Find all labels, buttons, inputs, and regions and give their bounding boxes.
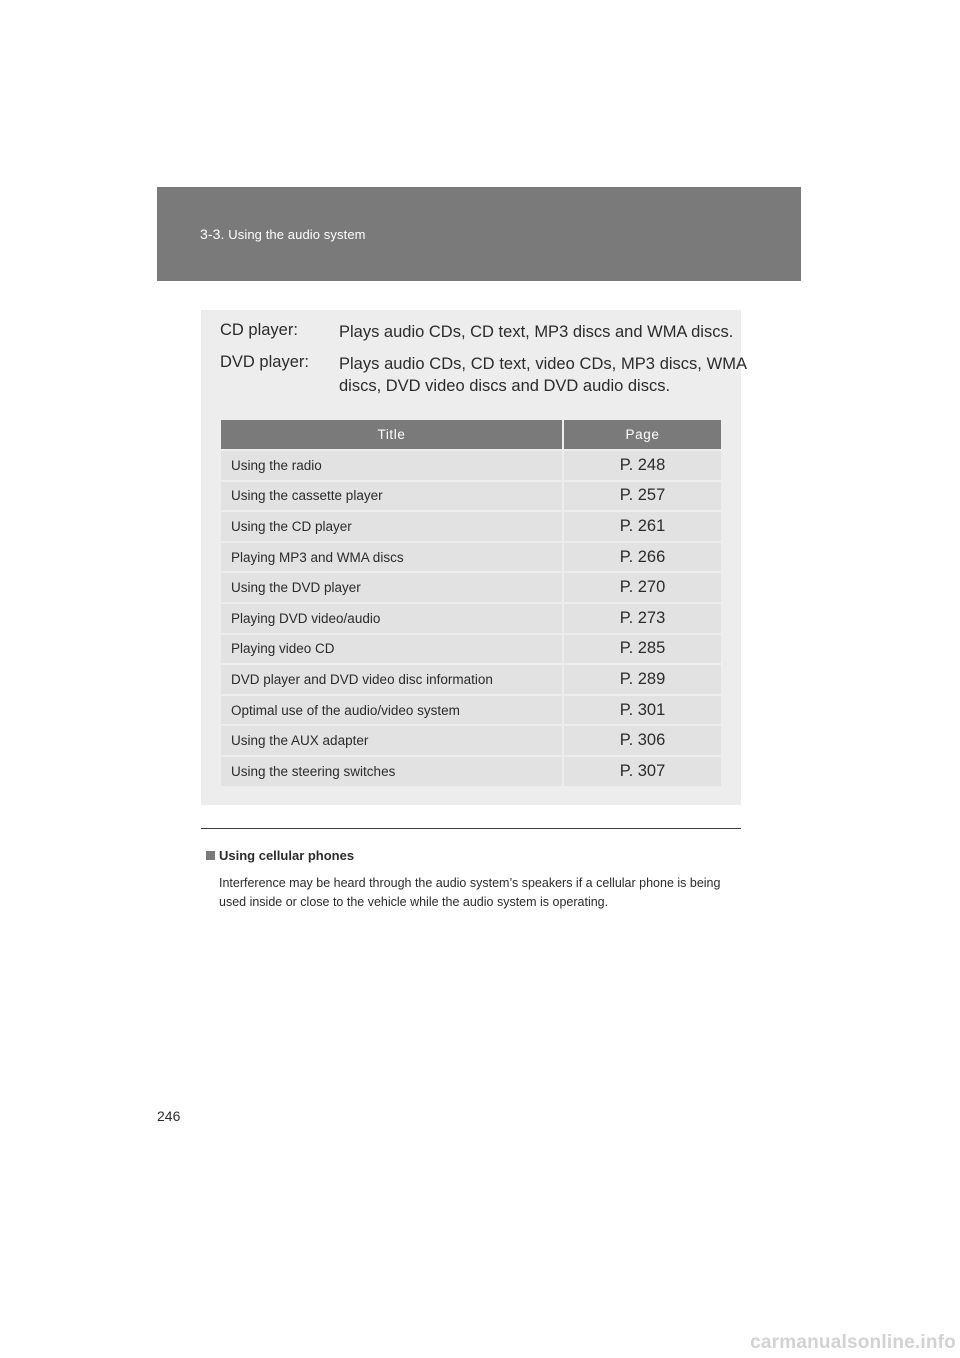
table-row	[221, 694, 721, 725]
section-number: 3-3.	[200, 226, 225, 242]
page-reference-table	[221, 420, 721, 786]
note-title: Using cellular phones	[219, 848, 355, 863]
table-row	[221, 633, 721, 664]
dvd-player-description: Plays audio CDs, CD text, video CDs, MP3 discs, WMA discs, DVD video discs and DVD audio discs.	[339, 355, 747, 395]
page-number: 246	[157, 1108, 181, 1124]
row-page-ref[interactable]: P. 306	[564, 724, 721, 755]
cd-player-label: CD player:	[220, 321, 298, 339]
row-title: Playing DVD video/audio	[221, 602, 564, 633]
title-column-header: Title	[221, 420, 564, 449]
square-bullet-icon	[206, 851, 215, 860]
note-body: Interference may be heard through the audio system’s speakers if a cellular phone is being used inside or close to the vehicle while the audio system is operating.	[219, 876, 721, 909]
row-title: Playing video CD	[221, 633, 564, 664]
section-title: Using the audio system	[228, 227, 366, 242]
row-page-ref[interactable]: P. 307	[564, 755, 721, 786]
table-row	[221, 724, 721, 755]
table-row	[221, 480, 721, 511]
row-page-ref[interactable]: P. 285	[564, 633, 721, 664]
row-page-ref[interactable]: P. 270	[564, 571, 721, 602]
row-title: Using the radio	[221, 449, 564, 480]
table-row	[221, 571, 721, 602]
page-column-header: Page	[564, 420, 721, 449]
row-page-ref[interactable]: P. 273	[564, 602, 721, 633]
table-header-row	[221, 420, 721, 449]
table-row	[221, 510, 721, 541]
row-page-ref[interactable]: P. 261	[564, 510, 721, 541]
note-heading	[206, 848, 354, 863]
table-row	[221, 755, 721, 786]
row-page-ref[interactable]: P. 301	[564, 694, 721, 725]
section-heading	[200, 226, 366, 242]
row-page-ref[interactable]: P. 257	[564, 480, 721, 511]
row-title: Optimal use of the audio/video system	[221, 694, 564, 725]
row-title: Playing MP3 and WMA discs	[221, 541, 564, 572]
section-header-bar	[157, 187, 801, 281]
watermark: carmanualsonline.info	[750, 1332, 956, 1353]
row-title: Using the CD player	[221, 510, 564, 541]
row-title: Using the AUX adapter	[221, 724, 564, 755]
table-row	[221, 449, 721, 480]
row-page-ref[interactable]: P. 248	[564, 449, 721, 480]
row-page-ref[interactable]: P. 266	[564, 541, 721, 572]
audio-info-box	[201, 310, 747, 805]
table-row	[221, 602, 721, 633]
row-title: DVD player and DVD video disc information	[221, 663, 564, 694]
row-title: Using the cassette player	[221, 480, 564, 511]
table-row	[221, 541, 721, 572]
cd-player-description: Plays audio CDs, CD text, MP3 discs and WMA discs.	[339, 323, 734, 341]
section-divider	[201, 828, 741, 829]
row-title: Using the steering switches	[221, 755, 564, 786]
row-page-ref[interactable]: P. 289	[564, 663, 721, 694]
table-row	[221, 663, 721, 694]
row-title: Using the DVD player	[221, 571, 564, 602]
dvd-player-label: DVD player:	[220, 353, 309, 371]
